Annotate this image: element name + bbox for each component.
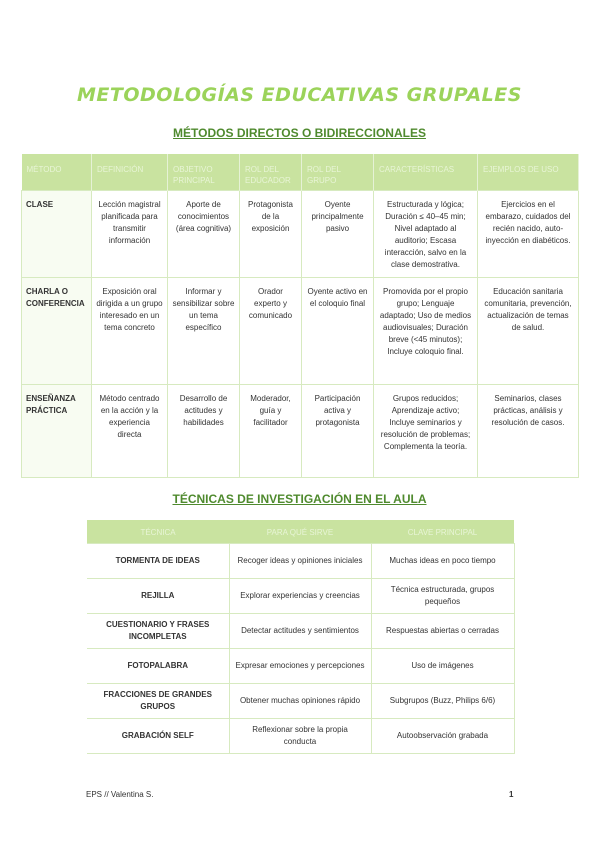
table-cell: Oyente activo en el coloquio final: [302, 278, 374, 385]
methods-table: [21, 154, 579, 478]
table-row: [87, 684, 514, 719]
techniques-table: [87, 520, 515, 754]
table-cell: Promovida por el propio grupo; Lenguaje adaptado; Uso de medios audiovisuales; Duración breve (<45 minutos); Incluye coloquio final.: [374, 278, 478, 385]
table-cell: Educación sanitaria comunitaria, prevención, actualización de temas de salud.: [478, 278, 579, 385]
table-cell: Expresar emociones y percepciones: [229, 649, 371, 684]
table-cell: Recoger ideas y opiniones iniciales: [229, 544, 371, 579]
column-header: ROL DEL EDUCADOR: [240, 154, 302, 191]
table-cell: Desarrollo de actitudes y habilidades: [168, 385, 240, 478]
table-cell: Seminarios, clases prácticas, análisis y resolución de casos.: [478, 385, 579, 478]
row-header: REJILLA: [87, 579, 229, 614]
table-cell: Reflexionar sobre la propia conducta: [229, 719, 371, 754]
row-header: FOTOPALABRA: [87, 649, 229, 684]
table-cell: Informar y sensibilizar sobre un tema específico: [168, 278, 240, 385]
page-number: 1: [509, 790, 514, 799]
table-cell: Lección magistral planificada para transmitir información: [92, 191, 168, 278]
methods-table-header-row: [22, 154, 579, 191]
table-row: [22, 278, 579, 385]
row-header: TORMENTA DE IDEAS: [87, 544, 229, 579]
table-cell: Moderador, guía y facilitador: [240, 385, 302, 478]
table-cell: Detectar actitudes y sentimientos: [229, 614, 371, 649]
row-header: CHARLA O CONFERENCIA: [22, 278, 92, 385]
table-cell: Obtener muchas opiniones rápido: [229, 684, 371, 719]
footer-author: EPS // Valentina S.: [86, 790, 154, 799]
column-header: TÉCNICA: [87, 520, 229, 544]
table-row: [22, 385, 579, 478]
column-header: CARACTERÍSTICAS: [374, 154, 478, 191]
table-cell: Uso de imágenes: [371, 649, 514, 684]
table-cell: Ejercicios en el embarazo, cuidados del recién nacido, auto-inyección en diabéticos.: [478, 191, 579, 278]
table-cell: Participación activa y protagonista: [302, 385, 374, 478]
column-header: EJEMPLOS DE USO: [478, 154, 579, 191]
table-row: [87, 649, 514, 684]
table-cell: Aporte de conocimientos (área cognitiva): [168, 191, 240, 278]
table-row: [87, 614, 514, 649]
column-header: ROL DEL GRUPO: [302, 154, 374, 191]
section-title-methods: MÉTODOS DIRECTOS O BIDIRECCIONALES: [173, 126, 426, 140]
column-header: PARA QUÉ SIRVE: [229, 520, 371, 544]
table-cell: Oyente principalmente pasivo: [302, 191, 374, 278]
table-cell: Técnica estructurada, grupos pequeños: [371, 579, 514, 614]
table-cell: Método centrado en la acción y la experiencia directa: [92, 385, 168, 478]
row-header: CLASE: [22, 191, 92, 278]
column-header: DEFINICIÓN: [92, 154, 168, 191]
techniques-table-header-row: [87, 520, 514, 544]
row-header: ENSEÑANZA PRÁCTICA: [22, 385, 92, 478]
table-cell: Grupos reducidos; Aprendizaje activo; Incluye seminarios y resolución de problemas; Complementa la teoría.: [374, 385, 478, 478]
column-header: OBJETIVO PRINCIPAL: [168, 154, 240, 191]
row-header: FRACCIONES DE GRANDES GRUPOS: [87, 684, 229, 719]
table-cell: Protagonista de la exposición: [240, 191, 302, 278]
table-cell: Respuestas abiertas o cerradas: [371, 614, 514, 649]
table-cell: Muchas ideas en poco tiempo: [371, 544, 514, 579]
table-cell: Autoobservación grabada: [371, 719, 514, 754]
table-cell: Explorar experiencias y creencias: [229, 579, 371, 614]
table-cell: Orador experto y comunicado: [240, 278, 302, 385]
table-cell: Exposición oral dirigida a un grupo interesado en un tema concreto: [92, 278, 168, 385]
table-row: [87, 719, 514, 754]
section-title-techniques: TÉCNICAS DE INVESTIGACIÓN EN EL AULA: [172, 492, 427, 506]
table-row: [87, 579, 514, 614]
document-title: METODOLOGÍAS EDUCATIVAS GRUPALES: [77, 84, 522, 106]
table-row: [87, 544, 514, 579]
column-header: CLAVE PRINCIPAL: [371, 520, 514, 544]
row-header: CUESTIONARIO Y FRASES INCOMPLETAS: [87, 614, 229, 649]
table-cell: Estructurada y lógica; Duración ≤ 40–45 min; Nivel adaptado al auditorio; Escasa interacción, salvo en la clase demostrativa.: [374, 191, 478, 278]
table-row: [22, 191, 579, 278]
row-header: GRABACIÓN SELF: [87, 719, 229, 754]
table-cell: Subgrupos (Buzz, Philips 6/6): [371, 684, 514, 719]
column-header: MÉTODO: [22, 154, 92, 191]
